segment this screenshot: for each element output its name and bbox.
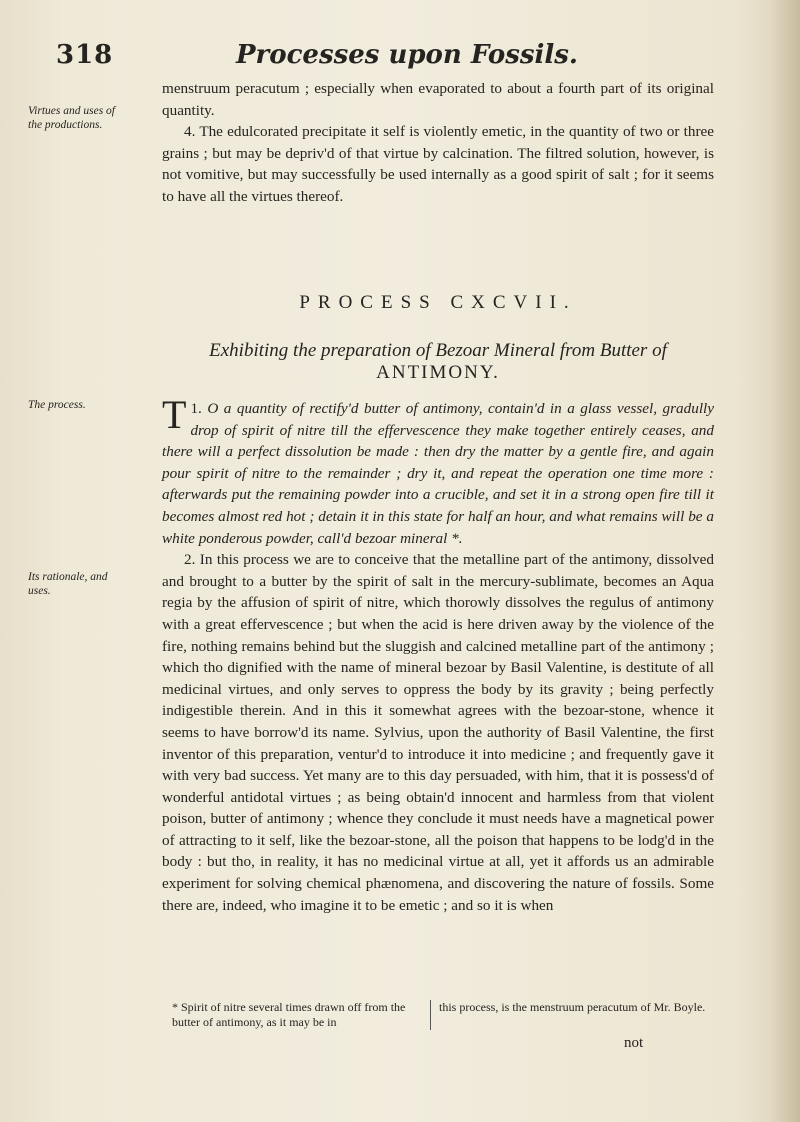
footnote bbox=[172, 1000, 718, 1030]
margin-note-rationale: Its rationale, and uses. bbox=[28, 571, 108, 597]
margin-note-virtues: Virtues and uses of the productions. bbox=[28, 105, 115, 131]
page-edge-shadow bbox=[770, 0, 800, 1122]
page-number: 318 bbox=[56, 40, 114, 70]
exhibit-antimony: ANTIMONY. bbox=[376, 362, 500, 383]
process-body bbox=[162, 392, 715, 916]
process-subtitle bbox=[162, 340, 714, 384]
intro-block bbox=[162, 78, 714, 208]
process-heading: PROCESS CXCVII. bbox=[299, 292, 577, 313]
exhibit-line: Exhibiting the preparation of Bezoar Mineral from Butter of bbox=[209, 340, 667, 361]
footnote-left: * Spirit of nitre several times drawn off from the butter of antimony, as it may be in bbox=[172, 1000, 431, 1030]
footnote-right: this process, is the menstruum peracutum of Mr. Boyle. bbox=[439, 1000, 706, 1014]
catchword: not bbox=[624, 1035, 644, 1051]
drop-cap: T bbox=[162, 392, 187, 437]
intro-paragraph-2: 4. The edulcorated precipitate it self is violently emetic, in the quantity of two or three grains ; but may be depriv'd of that virtue by calcination. The filtred solution, however, is not vomitive, but may successfully be used internally as a good spirit of salt ; for it seems to have all the virtues thereof. bbox=[162, 123, 714, 205]
intro-paragraph-1: menstruum peracutum ; especially when evaporated to about a fourth part of its original quantity. bbox=[162, 80, 714, 119]
step-1-paragraph bbox=[162, 392, 715, 549]
margin-note-process: The process. bbox=[28, 399, 86, 411]
step-2-paragraph: 2. In this process we are to conceive that the metalline part of the antimony, dissolved and brought to a butter by the spirit of salt in the mercury-sublimate, becomes an Aqua regia by the affusion of spirit of nitre, which thorowly dissolves the regulus of antimony with a great effervescence ; but when the acid is here driven away by the violence of the fire, nothing remains behind but the sluggish and calcined metalline part of the antimony ; which tho dignified with the name of mineral bezoar by Basil Valentine, is destitute of all medicinal virtues, and only serves to oppress the body by its gravity ; being perfectly indigestible therein. And in this it somewhat agrees with the bezoar-stone, whence it seems to have borrow'd its name. Sylvius, upon the authority of Basil Valentine, the first inventor of this preparation, ventur'd to introduce it into medicine ; and frequently gave it with very bad success. Yet many are to this day persuaded, with him, that it is possess'd of wonderful antidotal virtues ; as being obtain'd innocent and harmless from that violent poison, butter of antimony ; whence they conclude it must needs have a magnetical power of attracting to it self, like the bezoar-stone, all the poison that happens to be lodg'd in the body : but tho, in reality, it has no medicinal virtue at all, yet it affords us an admirable experiment for solving chemical phænomena, and discovering the nature of fossils. Some there are, indeed, who imagine it to be emetic ; and so it is when bbox=[162, 551, 714, 914]
step-1-number: 1. bbox=[190, 400, 202, 417]
running-title: Processes upon Fossils. bbox=[236, 40, 578, 70]
step-1-text: O a quantity of rectify'd butter of antimony, contain'd in a glass vessel, gradully drop of spirit of nitre till the effervescence they make together entirely ceases, and there will a perfect dissolution be made : then dry the matter by a gentle fire, and again pour spirit of nitre to the remainder ; dry it, and repeat the operation one time more : afterwards put the remaining powder into a crucible, and set it in a strong open fire till it becomes almost red hot ; detain it in this state for half an hour, and what remains will be a white ponderous powder, call'd bezoar mineral *. bbox=[162, 400, 715, 547]
